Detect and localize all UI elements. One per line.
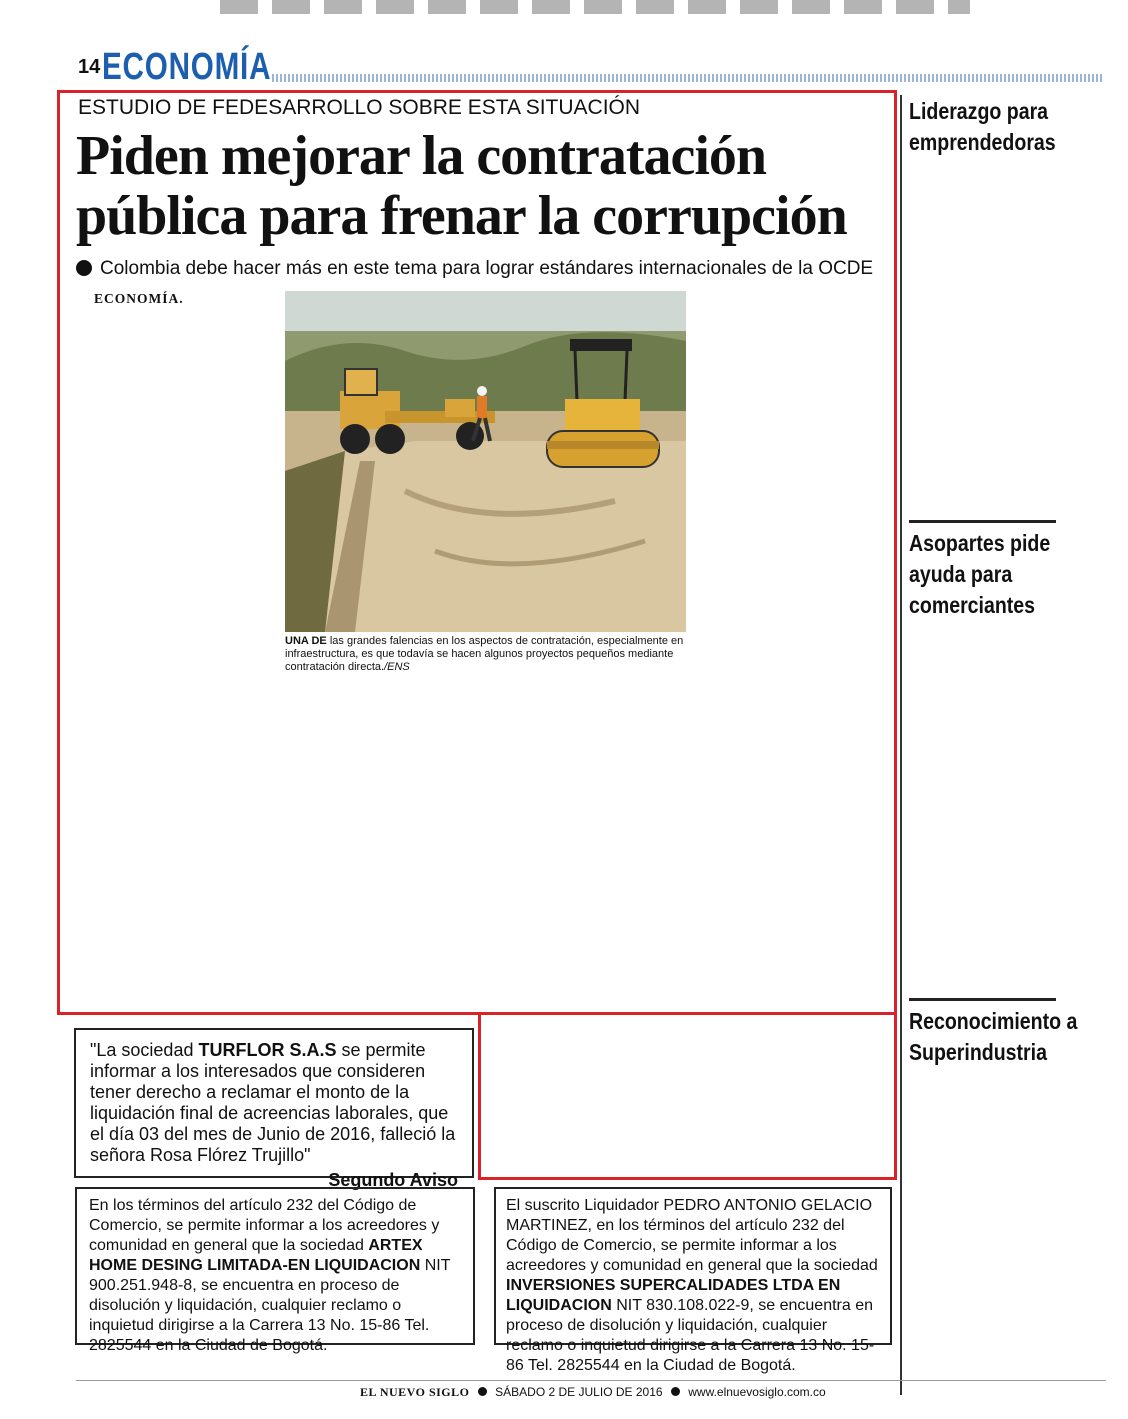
- footer-rule: [76, 1380, 1106, 1381]
- notice-company: TURFLOR S.A.S: [198, 1040, 337, 1060]
- top-cut-strip: [0, 0, 1128, 40]
- article-subhead: Colombia debe hacer más en este tema para lograr estándares internacionales de la OCDE: [76, 258, 896, 280]
- paragraph: ECONOMÍA.: [94, 291, 184, 306]
- notice-turflor: "La sociedad TURFLOR S.A.S se permite informar a los interesados que consideren tener derecho a reclamar el monto de la liquidación final de acreencias laborales, que el día 03 del mes de Junio de 2016, falleció la señora Rosa Flórez Trujillo" Segundo Aviso: [74, 1028, 474, 1178]
- footer-date: SÁBADO 2 DE JULIO DE 2016: [495, 1385, 663, 1399]
- notice-supercalidades: El suscrito Liquidador PEDRO ANTONIO GELACIO MARTINEZ, en los términos del artículo 232 del Código de Comercio, se permite informar a los acreedores y comunidad en general que la sociedad INVERSIONES SUPERCALIDADES LTDA EN LIQUIDACION NIT 830.108.022-9, se encuentra en proceso de disolución y liquidación, cualquier reclamo o inquietud dirigirse a la Carrera 13 No. 15-86 Tel. 2825544 en la Ciudad de Bogotá.: [494, 1187, 892, 1345]
- article-kicker: ESTUDIO DE FEDESARROLLO SOBRE ESTA SITUACIÓN: [78, 96, 641, 119]
- article-photo: [285, 291, 686, 632]
- notice-artex: En los términos del artículo 232 del Código de Comercio, se permite informar a los acreedores y comunidad en general que la sociedad ARTEX HOME DESING LIMITADA-EN LIQUIDACION NIT 900.251.948-8, se encuentra en proceso de disolución y liquidación, cualquier reclamo o inquietud dirigirse a la Carrera 13 No. 15-86 Tel. 2825544 en la Ciudad de Bogotá.: [75, 1187, 475, 1345]
- sidebar-story-2: [909, 528, 1099, 627]
- notice-signature: Segundo Aviso: [328, 1170, 458, 1190]
- notice-company: ARTEX HOME DESING LIMITADA-EN LIQUIDACION: [89, 1237, 423, 1274]
- article-column-3: [492, 684, 685, 687]
- road-construction-photo: [285, 291, 686, 632]
- section-title: ECONOMÍA: [102, 46, 272, 88]
- footer-url: www.elnuevosiglo.com.co: [688, 1385, 826, 1399]
- photo-caption: UNA DE las grandes falencias en los aspectos de contratación, especialmente en infraestructura, es que todavía se hacen algunos proyectos pequeños mediante contratación directa./ENS: [285, 635, 684, 673]
- sidebar-divider: [900, 95, 902, 1395]
- bullet-icon: [671, 1387, 680, 1396]
- sidebar-title: Liderazgo para emprendedoras: [909, 98, 1056, 155]
- headline-line-1: Piden mejorar la contratación: [76, 125, 767, 187]
- article-headline: [76, 126, 896, 246]
- section-rule: [272, 74, 1102, 82]
- page-footer: [360, 1385, 826, 1400]
- bullet-icon: [478, 1387, 487, 1396]
- headline-line-2: pública para frenar la corrupción: [76, 185, 847, 247]
- article-column-4: [699, 291, 892, 294]
- bullet-icon: [76, 260, 92, 276]
- article-column-2: [284, 684, 476, 687]
- footer-brand: EL NUEVO SIGLO: [360, 1385, 470, 1399]
- sidebar-title: Reconocimiento a Superindustria: [909, 1008, 1078, 1065]
- sidebar-separator: [909, 998, 1056, 1001]
- article-column-1: [80, 291, 270, 310]
- sidebar-separator: [909, 520, 1056, 523]
- highlight-box-extension: [478, 1012, 897, 1180]
- sidebar-title: Asopartes pide ayuda para comerciantes: [909, 530, 1051, 618]
- page-number: 14: [78, 56, 101, 78]
- sidebar-story-3: [909, 1006, 1099, 1074]
- sidebar-story-1: [909, 96, 1099, 164]
- notice-company: INVERSIONES SUPERCALIDADES LTDA EN LIQUIDACION: [506, 1277, 841, 1314]
